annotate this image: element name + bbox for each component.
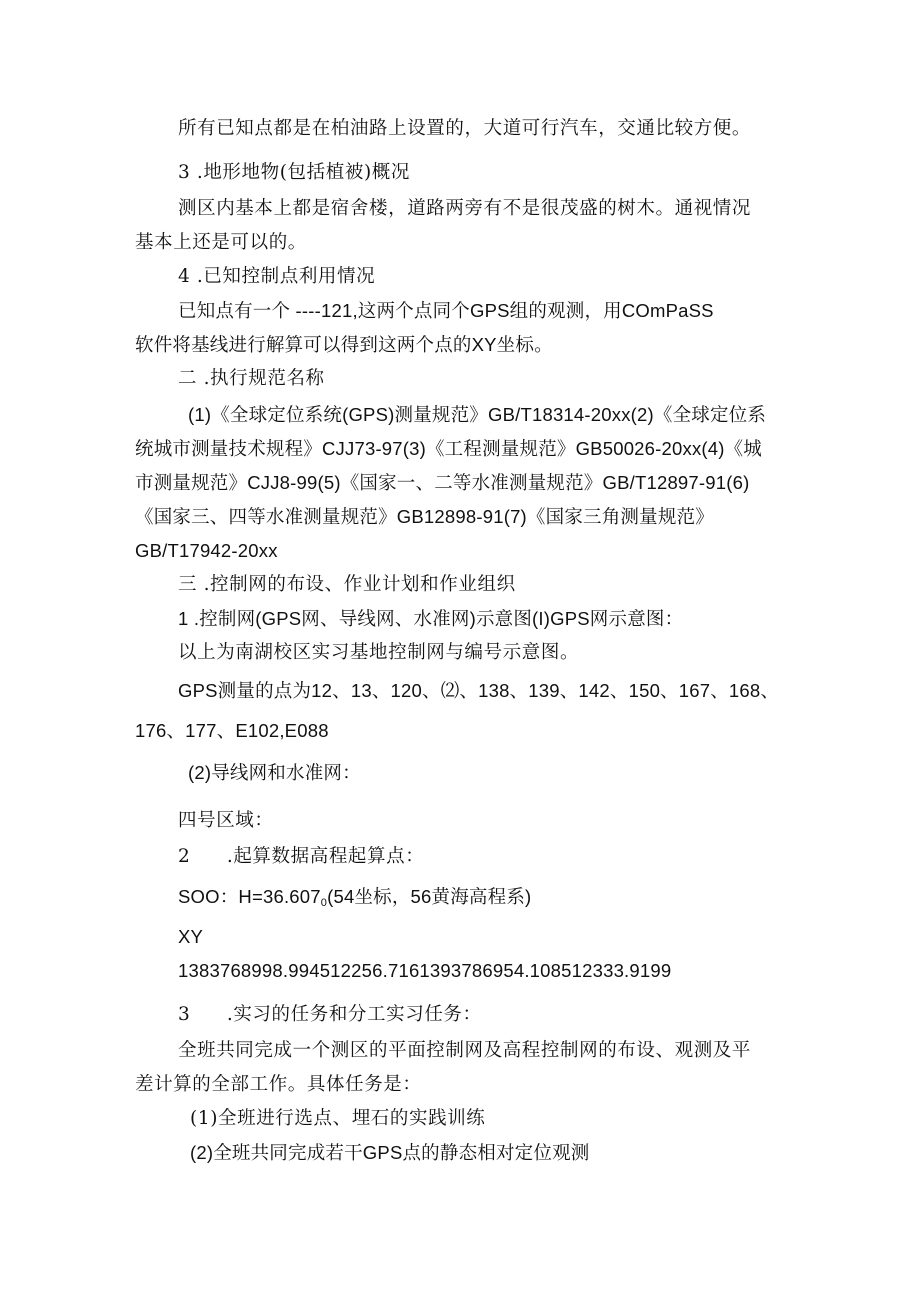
paragraph-gps-points-line-2: 176、177、E102,E088 <box>135 720 329 741</box>
paragraph-known-points-line-1: 已知点有一个 ----121,这两个点同个GPS组的观测，用COmPaSS <box>178 300 714 321</box>
section-heading-network: 三 .控制网的布设、作业计划和作业组织 <box>178 574 516 595</box>
standards-line-1: (1)《全球定位系统(GPS)测量规范》GB/T18314-20xx(2)《全球定位系 <box>188 404 767 425</box>
paragraph-known-points-line-2: 软件将基线进行解算可以得到这两个点的XY坐标。 <box>135 334 553 355</box>
standards-line-3: 市测量规范》CJJ8-99(5)《国家一、二等水准测量规范》GB/T12897-91(6) <box>135 472 750 493</box>
label-area-four: 四号区域： <box>178 810 274 831</box>
heading-traverse-leveling: (2)导线网和水准网： <box>188 762 361 783</box>
standards-line-4: 《国家三、四等水准测量规范》GB12898-91(7)《国家三角测量规范》 <box>135 506 714 527</box>
paragraph-tasks-line-2: 差计算的全部工作。具体任务是： <box>135 1074 422 1095</box>
paragraph-diagram-note: 以上为南湖校区实习基地控制网与编号示意图。 <box>178 642 580 663</box>
heading-tasks: 3 .实习的任务和分工实习任务： <box>178 1004 482 1025</box>
starting-point-subscript: 0 <box>320 897 328 909</box>
starting-point-system: (54坐标，56黄海高程系) <box>327 886 532 907</box>
section-heading-standards: 二 .执行规范名称 <box>178 368 325 389</box>
task-item-2: (2)全班共同完成若干GPS点的静态相对定位观测 <box>190 1142 590 1163</box>
paragraph-traffic: 所有已知点都是在柏油路上设置的，大道可行汽车，交通比较方便。 <box>178 118 752 139</box>
heading-starting-data: 2 .起算数据高程起算点： <box>178 846 425 867</box>
heading-network-diagram: 1 .控制网(GPS网、导线网、水准网)示意图(I)GPS网示意图： <box>178 608 684 629</box>
paragraph-terrain-line-1: 测区内基本上都是宿舍楼，道路两旁有不是很茂盛的树木。通视情况 <box>178 198 752 219</box>
paragraph-starting-point <box>178 885 531 915</box>
label-xy: XY <box>178 926 204 947</box>
task-item-1: (1)全班进行选点、埋石的实践训练 <box>190 1108 486 1129</box>
paragraph-tasks-line-1: 全班共同完成一个测区的平面控制网及高程控制网的布设、观测及平 <box>178 1040 752 1061</box>
heading-terrain: 3 .地形地物(包括植被)概况 <box>178 162 410 183</box>
standards-line-5: GB/T17942-20xx <box>135 540 278 561</box>
paragraph-gps-points-line-1: GPS测量的点为12、13、120、⑵、138、139、142、150、167、168、 <box>178 680 780 701</box>
heading-known-points: 4 .已知控制点利用情况 <box>178 266 376 287</box>
starting-point-value: SOO：H=36.607 <box>178 886 321 907</box>
coordinate-values: 1383768998.994512256.7161393786954.108512333.9199 <box>178 960 672 981</box>
standards-line-2: 统城市测量技术规程》CJJ73-97(3)《工程测量规范》GB50026-20xx(4)《城 <box>135 438 763 459</box>
paragraph-terrain-line-2: 基本上还是可以的。 <box>135 232 307 253</box>
